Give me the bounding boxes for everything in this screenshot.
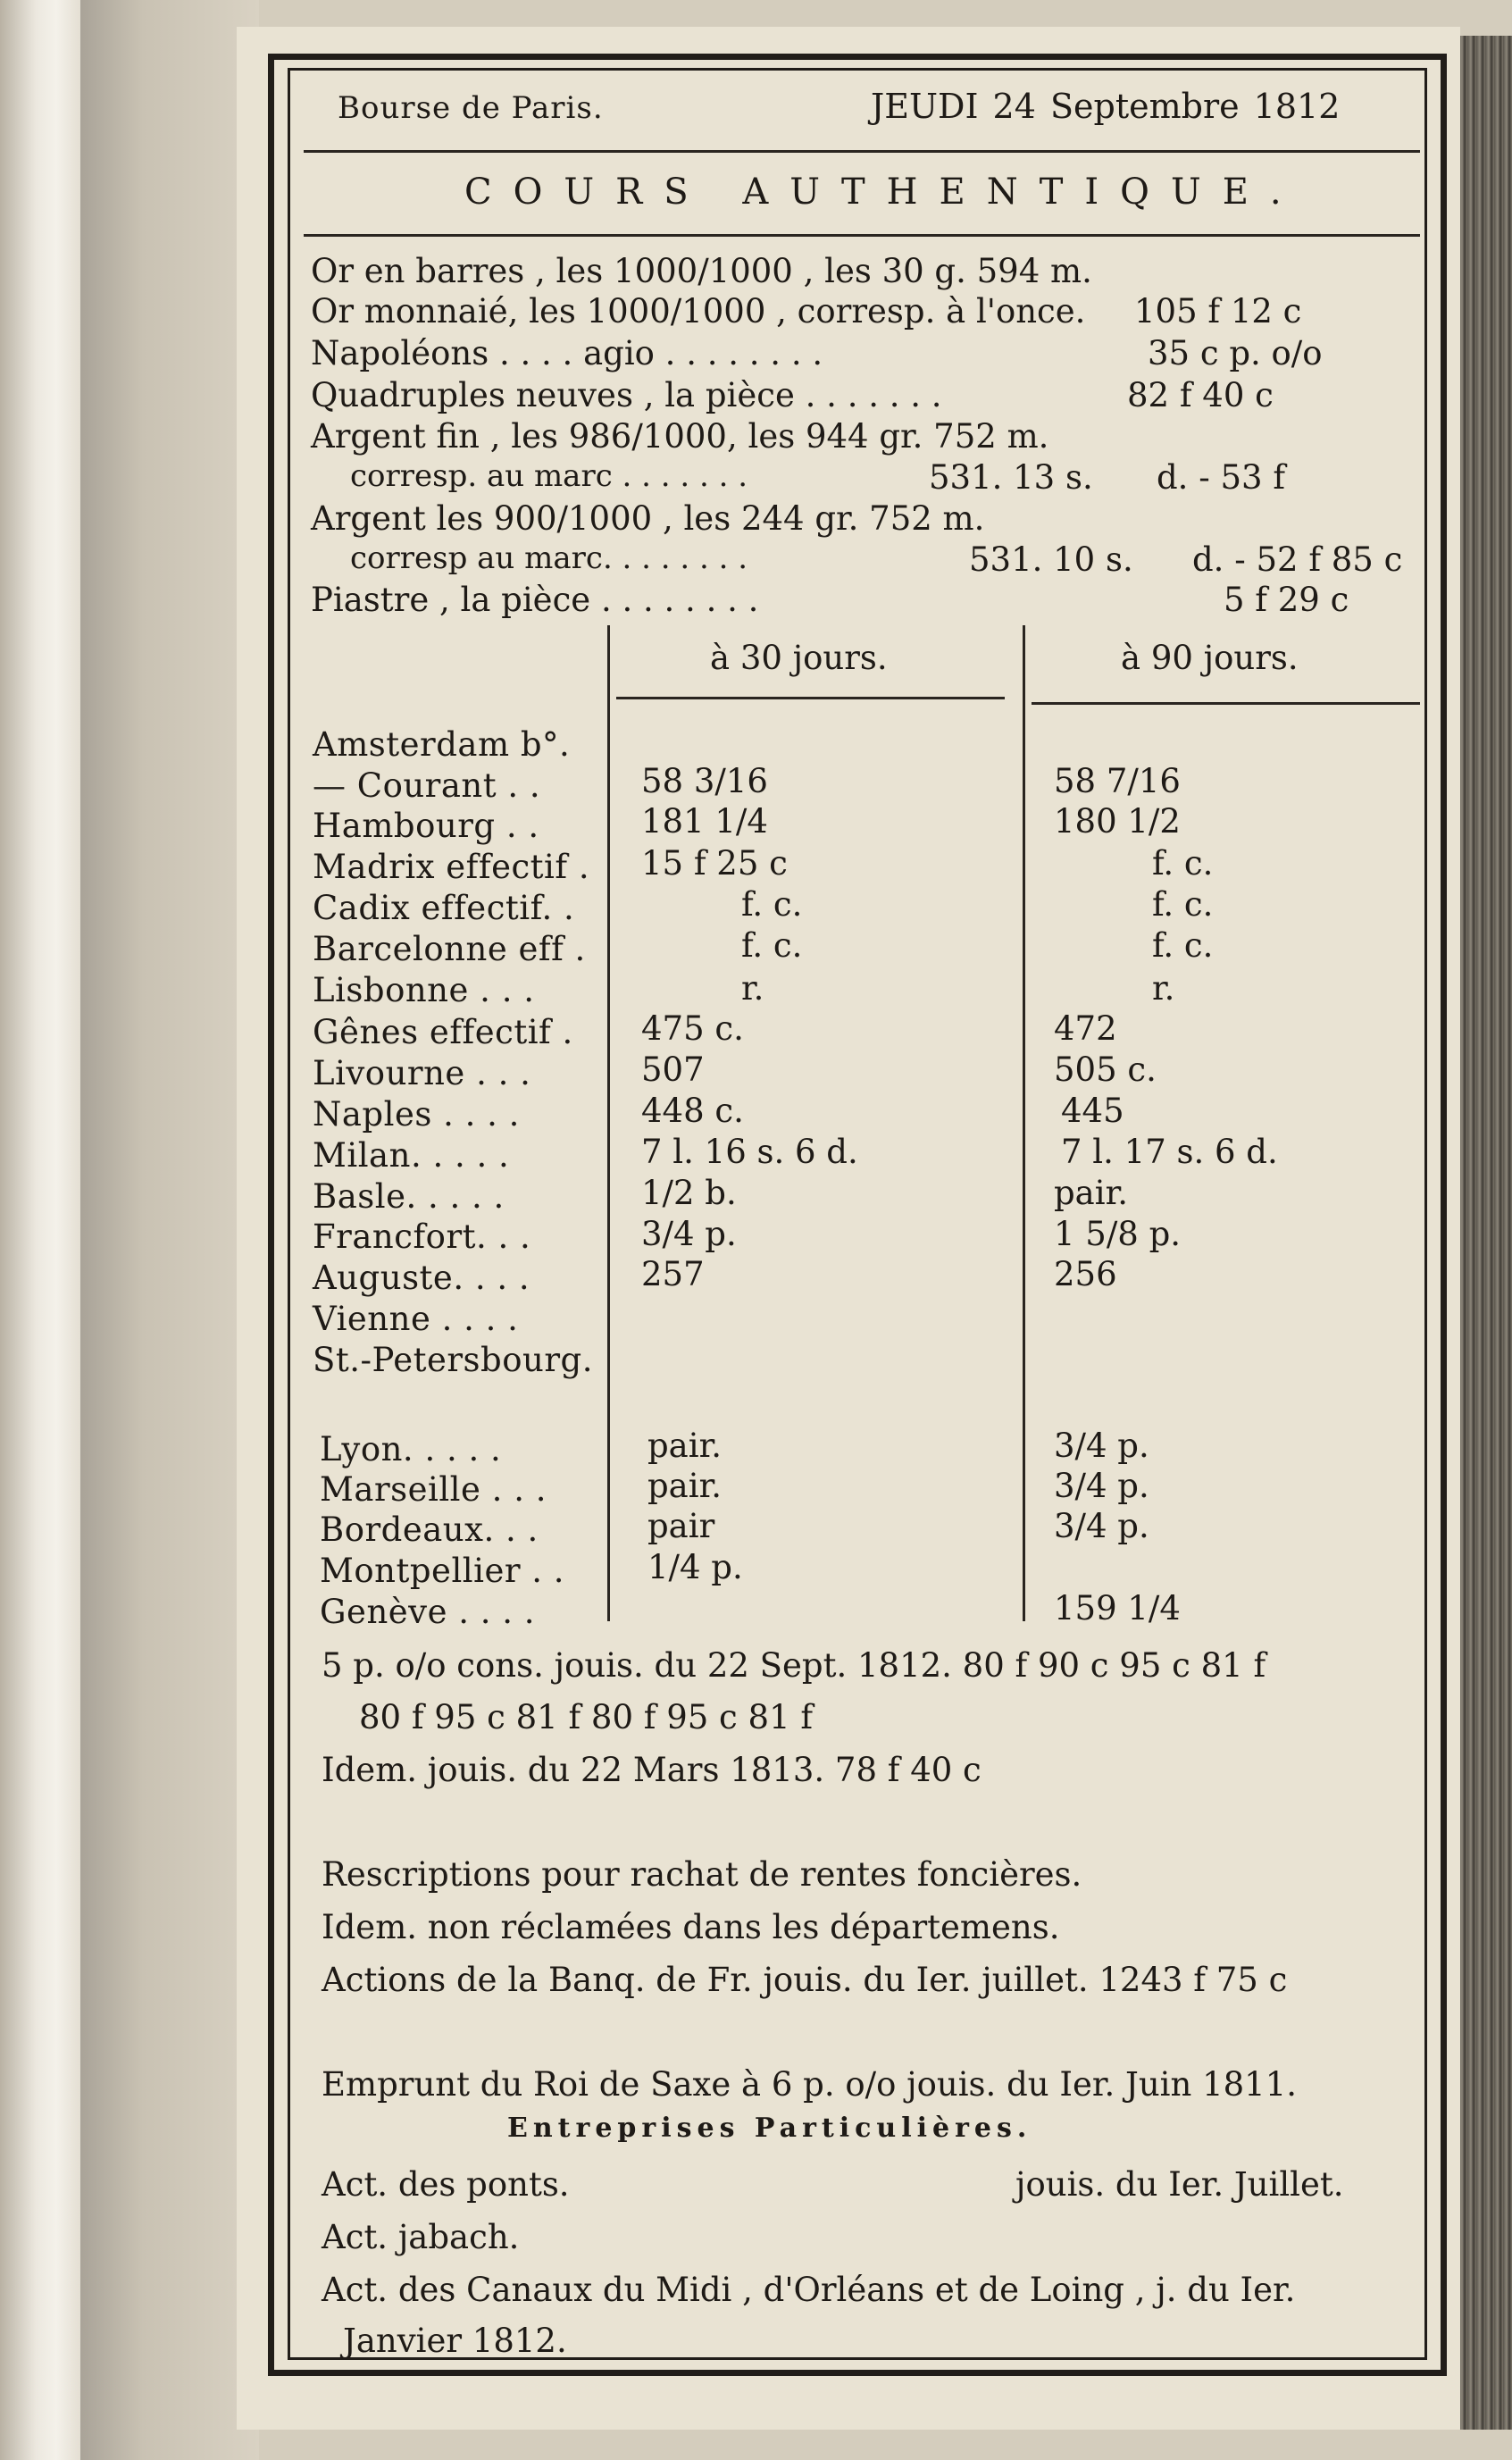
quote-argent-fin-marc-value: 531. 13 s. — [929, 458, 1093, 497]
table-row-auguste: Auguste. . . . — [313, 1259, 530, 1297]
act-ponts: Act. des ponts. — [322, 2165, 570, 2204]
auguste-90: 256 — [1054, 1255, 1117, 1293]
table-col-divider-right — [1023, 625, 1025, 1621]
table-row-amsterdam: Amsterdam b°. — [313, 725, 571, 764]
header-90-jours: à 90 jours. — [1121, 639, 1299, 677]
table-row-lisbonne: Lisbonne . . . — [313, 971, 535, 1009]
act-ponts-jouis: jouis. du Ier. Juillet. — [1015, 2165, 1344, 2204]
table-row-francfort: Francfort. . . — [313, 1217, 531, 1256]
table-row-courant: — Courant . . — [313, 766, 541, 805]
courant-30: 58 3/16 — [641, 762, 768, 800]
bordeaux-90: 3/4 p. — [1054, 1507, 1149, 1545]
rescriptions: Rescriptions pour rachat de rentes foncières. — [322, 1855, 1082, 1894]
quote-piastre: Piastre , la pièce . . . . . . . . — [311, 581, 759, 619]
quote-napoleons-value: 35 c p. o/o — [1148, 334, 1323, 372]
quote-quadruples-value: 82 f 40 c — [1127, 376, 1274, 414]
rentes-5pct: 5 p. o/o cons. jouis. du 22 Sept. 1812. 80 f 90 c 95 c 81 f — [322, 1646, 1266, 1685]
milan-30: 7 l. 16 s. 6 d. — [641, 1133, 858, 1171]
quote-argent-fin: Argent fin , les 986/1000, les 944 gr. 752 m. — [311, 417, 1049, 456]
table-row-marseille: Marseille . . . — [320, 1470, 547, 1509]
cadix-30: f. c. — [741, 885, 803, 924]
rentes-5pct-cont: 80 f 95 c 81 f 80 f 95 c 81 f — [359, 1698, 814, 1736]
basle-90: pair. — [1054, 1174, 1128, 1212]
table-row-vienne: Vienne . . . . — [313, 1300, 519, 1338]
francfort-90: 1 5/8 p. — [1054, 1215, 1182, 1253]
table-row-cadix: Cadix effectif. . — [313, 889, 575, 927]
quote-argent-900-marc-extra: d. - 52 f 85 c — [1192, 540, 1403, 579]
table-col-divider-left — [607, 625, 610, 1621]
naples-90: 445 — [1061, 1092, 1124, 1130]
marseille-30: pair. — [647, 1467, 722, 1505]
auguste-30: 257 — [641, 1255, 705, 1293]
table-row-geneve: Genève . . . . — [320, 1593, 536, 1631]
genes-30: 475 c. — [641, 1009, 744, 1048]
header-30-rule — [616, 697, 1005, 699]
table-row-naples: Naples . . . . — [313, 1095, 520, 1134]
hambourg-90: 180 1/2 — [1054, 802, 1181, 841]
table-row-st-petersbourg: St.-Petersbourg. — [313, 1341, 593, 1379]
header-rule — [304, 150, 1420, 153]
header-bourse: Bourse de Paris. — [338, 90, 604, 126]
montpellier-30: 1/4 p. — [647, 1548, 743, 1586]
table-row-barcelonne: Barcelonne eff . — [313, 930, 586, 968]
marseille-90: 3/4 p. — [1054, 1467, 1149, 1505]
milan-90: 7 l. 17 s. 6 d. — [1061, 1133, 1278, 1171]
table-row-genes: Gênes effectif . — [313, 1013, 573, 1051]
quote-or-barres: Or en barres , les 1000/1000 , les 30 g. 594 m. — [311, 252, 1092, 290]
basle-30: 1/2 b. — [641, 1174, 737, 1212]
madrix-90: f. c. — [1152, 844, 1214, 883]
header-90-rule — [1032, 702, 1420, 705]
lisbonne-30: r. — [741, 969, 764, 1008]
lisbonne-90: r. — [1152, 969, 1175, 1008]
quote-argent-fin-marc: corresp. au marc . . . . . . . — [350, 458, 748, 494]
madrix-30: 15 f 25 c — [641, 844, 788, 883]
book-gutter — [80, 0, 259, 2460]
genes-90: 472 — [1054, 1009, 1117, 1048]
table-row-montpellier: Montpellier . . — [320, 1552, 565, 1590]
quote-quadruples: Quadruples neuves , la pièce . . . . . . . — [311, 376, 942, 414]
actions-banque: Actions de la Banq. de Fr. jouis. du Ier. juillet. 1243 f 75 c — [322, 1961, 1288, 1999]
rescriptions-idem: Idem. non réclamées dans les départemens. — [322, 1908, 1060, 1946]
act-canaux-cont: Janvier 1812. — [343, 2322, 567, 2360]
naples-30: 448 c. — [641, 1092, 744, 1130]
bordeaux-30: pair — [647, 1507, 715, 1545]
hambourg-30: 181 1/4 — [641, 802, 768, 841]
quote-napoleons: Napoléons . . . . agio . . . . . . . . — [311, 334, 823, 372]
francfort-30: 3/4 p. — [641, 1215, 737, 1253]
quote-argent-900: Argent les 900/1000 , les 244 gr. 752 m. — [311, 499, 985, 538]
courant-90: 58 7/16 — [1054, 762, 1181, 800]
quote-argent-900-marc: corresp au marc. . . . . . . . — [350, 540, 748, 576]
table-row-bordeaux: Bordeaux. . . — [320, 1510, 539, 1549]
act-canaux: Act. des Canaux du Midi , d'Orléans et de Loing , j. du Ier. — [322, 2271, 1296, 2309]
book-spine — [0, 0, 80, 2460]
quote-or-monnaie: Or monnaié, les 1000/1000 , corresp. à l'once. — [311, 292, 1086, 331]
cadix-90: f. c. — [1152, 885, 1214, 924]
header-30-jours: à 30 jours. — [710, 639, 888, 677]
quote-piastre-value: 5 f 29 c — [1224, 581, 1349, 619]
quote-argent-900-marc-value: 531. 10 s. — [969, 540, 1133, 579]
header-date: JEUDI 24 Septembre 1812 — [871, 87, 1341, 126]
page-title: COURS AUTHENTIQUE. — [464, 172, 1303, 213]
title-rule — [304, 234, 1420, 237]
lyon-90: 3/4 p. — [1054, 1427, 1149, 1465]
act-jabach: Act. jabach. — [322, 2218, 520, 2256]
livourne-90: 505 c. — [1054, 1050, 1157, 1089]
geneve-90: 159 1/4 — [1054, 1589, 1181, 1627]
table-row-livourne: Livourne . . . — [313, 1054, 531, 1092]
barcelonne-90: f. c. — [1152, 926, 1214, 965]
quote-argent-fin-marc-extra: d. - 53 f — [1157, 458, 1286, 497]
livourne-30: 507 — [641, 1050, 705, 1089]
table-row-madrix: Madrix effectif . — [313, 848, 590, 886]
emprunt-saxe: Emprunt du Roi de Saxe à 6 p. o/o jouis. du Ier. Juin 1811. — [322, 2065, 1298, 2104]
barcelonne-30: f. c. — [741, 926, 803, 965]
quote-or-monnaie-value: 105 f 12 c — [1134, 292, 1302, 331]
table-row-hambourg: Hambourg . . — [313, 807, 539, 845]
rentes-idem-mars: Idem. jouis. du 22 Mars 1813. 78 f 40 c — [322, 1751, 982, 1789]
table-row-lyon: Lyon. . . . . — [320, 1430, 502, 1468]
table-row-milan: Milan. . . . . — [313, 1136, 510, 1175]
table-row-basle: Basle. . . . . — [313, 1177, 505, 1216]
entreprises-heading: Entreprises Particulières. — [507, 2113, 1032, 2144]
lyon-30: pair. — [647, 1427, 722, 1465]
